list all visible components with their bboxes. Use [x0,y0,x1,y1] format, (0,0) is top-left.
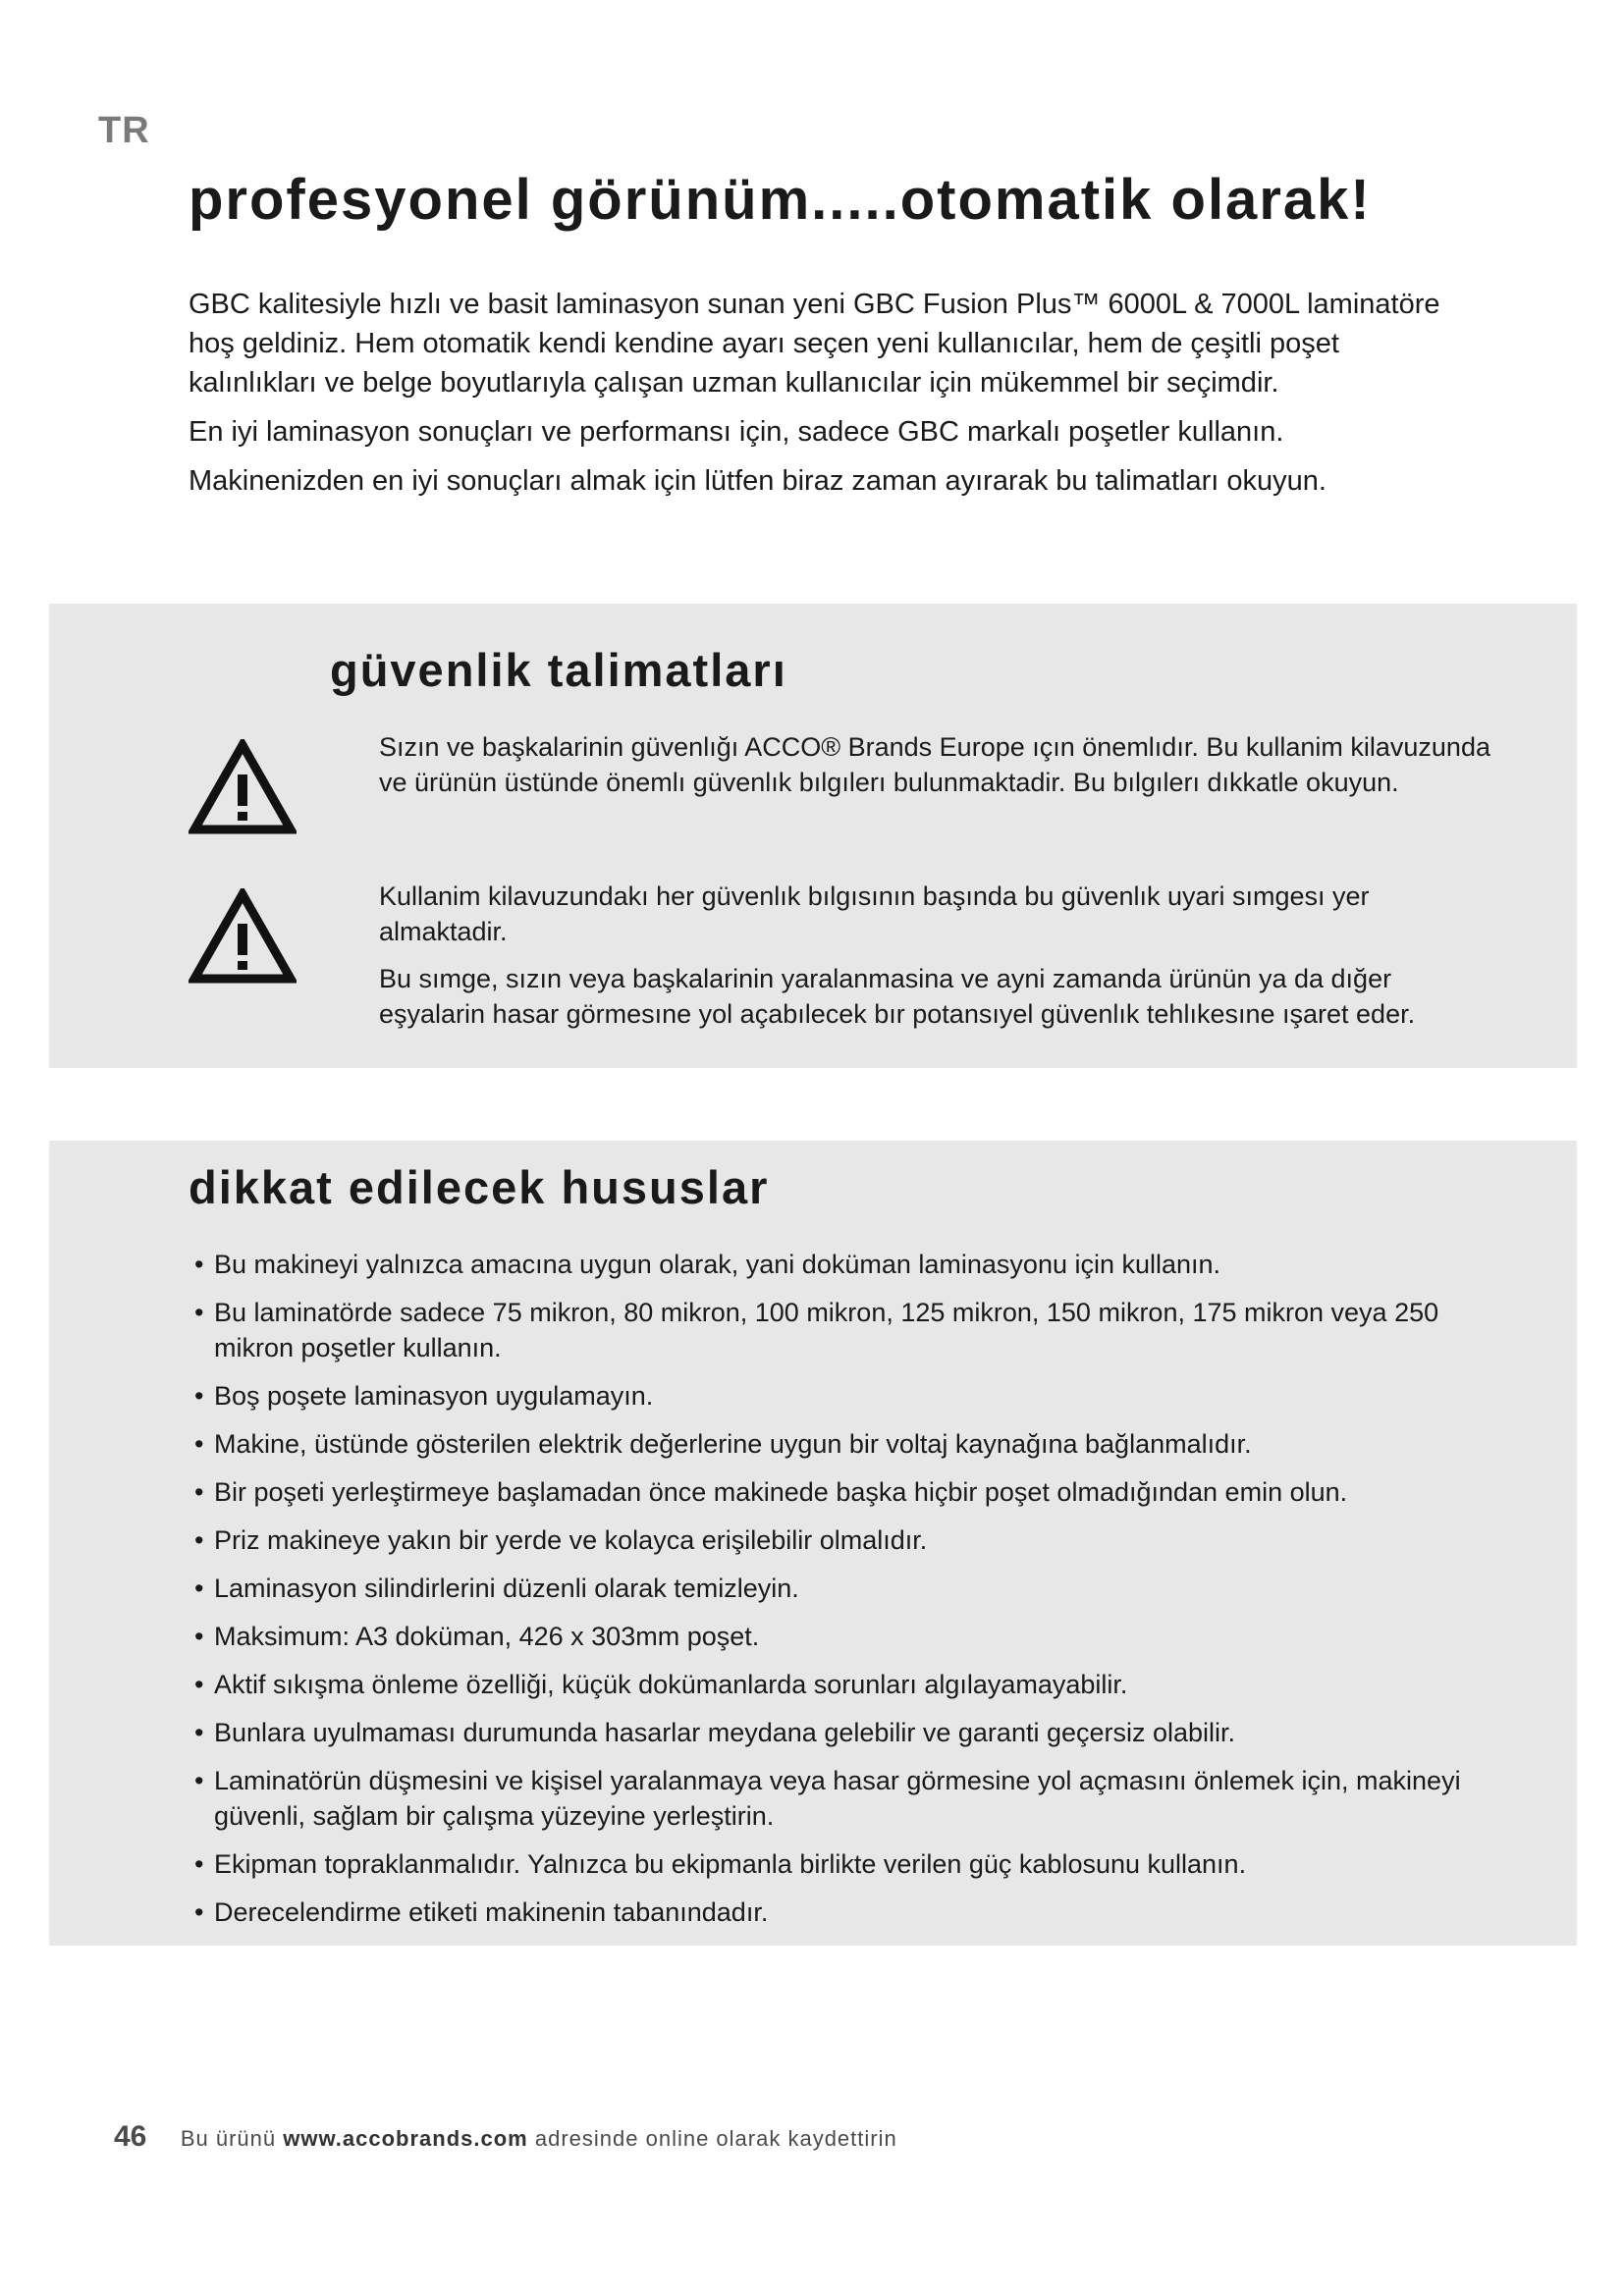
safety-instructions-panel [49,604,1577,1068]
warning-triangle-icon [189,888,297,985]
list-item: • Bu laminatörde sadece 75 mikron, 80 mikron, 100 mikron, 125 mikron, 150 mikron, 175 mikron veya 250 mikron poşetler kullanın. [189,1295,1514,1365]
intro-paragraph: GBC kalitesiyle hızlı ve basit laminasyon sunan yeni GBC Fusion Plus™ 6000L & 7000L laminatöre hoş geldiniz. Hem otomatik kendi kendine ayarı seçen yeni kullanıcılar, hem de çeşitli poşet kalınlıkları ve belge boyutlarıyla çalışan uzman kullanıcılar için mükemmel bir seçimdir. [189,289,1440,399]
warning-text [379,879,1498,1043]
safety-section-title: güvenlik talimatları [330,644,787,696]
warning-paragraph: Bu sımge, sızın veya başkalarinin yaralanmasina ve ayni zamanda ürünün ya da dığer eşyalarin hasar görmesıne yol açabılecek bır potansıyel güvenlık tehlıkesıne ışaret eder. [379,964,1416,1029]
list-item: • Bu makineyi yalnızca amacına uygun olarak, yani doküman laminasyonu için kullanın. [189,1247,1514,1282]
list-item: • Ekipman topraklanmalıdır. Yalnızca bu ekipmanla birlikte verilen güç kablosunu kullanın. [189,1846,1514,1882]
list-item: • Aktif sıkışma önleme özelliği, küçük dokümanlarda sorunları algılayamayabilir. [189,1667,1514,1702]
page-footer [114,2120,897,2154]
list-item: • Priz makineye yakın bir yerde ve kolayca erişilebilir olmalıdır. [189,1522,1514,1558]
list-item: • Bir poşeti yerleştirmeye başlamadan önce makinede başka hiçbir poşet olmadığından emin olun. [189,1474,1514,1510]
language-tag: TR [98,110,150,151]
website-link[interactable]: www.accobrands.com [283,2126,528,2151]
footer-text [181,2126,897,2151]
list-item: • Boş poşete laminasyon uygulamayın. [189,1378,1514,1414]
list-item: • Derecelendirme etiketi makinenin tabanındadır. [189,1895,1514,1930]
footer-text-before: Bu ürünü [180,2126,277,2151]
precautions-list [189,1247,1514,1943]
list-item: • Laminasyon silindirlerini düzenli olarak temizleyin. [189,1571,1514,1606]
precautions-panel [49,1141,1577,1946]
intro-paragraph: Makinenizden en iyi sonuçları almak için lütfen biraz zaman ayırarak bu talimatları okuyun. [189,465,1326,497]
footer-text-after: adresinde online olarak kaydettirin [534,2126,897,2151]
page-number: 46 [114,2120,147,2153]
intro-text [189,285,1455,510]
precautions-section-title: dikkat edilecek hususlar [189,1161,770,1213]
list-item: • Bunlara uyulmaması durumunda hasarlar meydana gelebilir ve garanti geçersiz olabilir. [189,1715,1514,1750]
list-item: • Laminatörün düşmesini ve kişisel yaralanmaya veya hasar görmesine yol açmasını önlemek için, makineyi güvenli, sağlam bir çalışma yüzeyine yerleştirin. [189,1763,1514,1834]
list-item: • Maksimum: A3 doküman, 426 x 303mm poşet. [189,1619,1514,1654]
warning-text [379,729,1498,812]
warning-paragraph: Sızın ve başkalarinin güvenlığı ACCO® Brands Europe ıçın önemlıdır. Bu kullanim kilavuzunda ve ürünün üstünde önemlı güvenlık bılgılerı bulunmaktadir. Bu bılgılerı dıkkatle okuyun. [379,732,1490,797]
list-item: • Makine, üstünde gösterilen elektrik değerlerine uygun bir voltaj kaynağına bağlanmalıdır. [189,1426,1514,1462]
warning-paragraph: Kullanim kilavuzundakı her güvenlık bılgısının başında bu güvenlık uyari sımgesı yer almaktadir. [379,881,1370,946]
warning-triangle-icon [189,739,297,835]
page-title: profesyonel görünüm.....otomatik olarak! [189,168,1372,232]
intro-paragraph: En iyi laminasyon sonuçları ve performansı için, sadece GBC markalı poşetler kullanın. [189,416,1284,448]
